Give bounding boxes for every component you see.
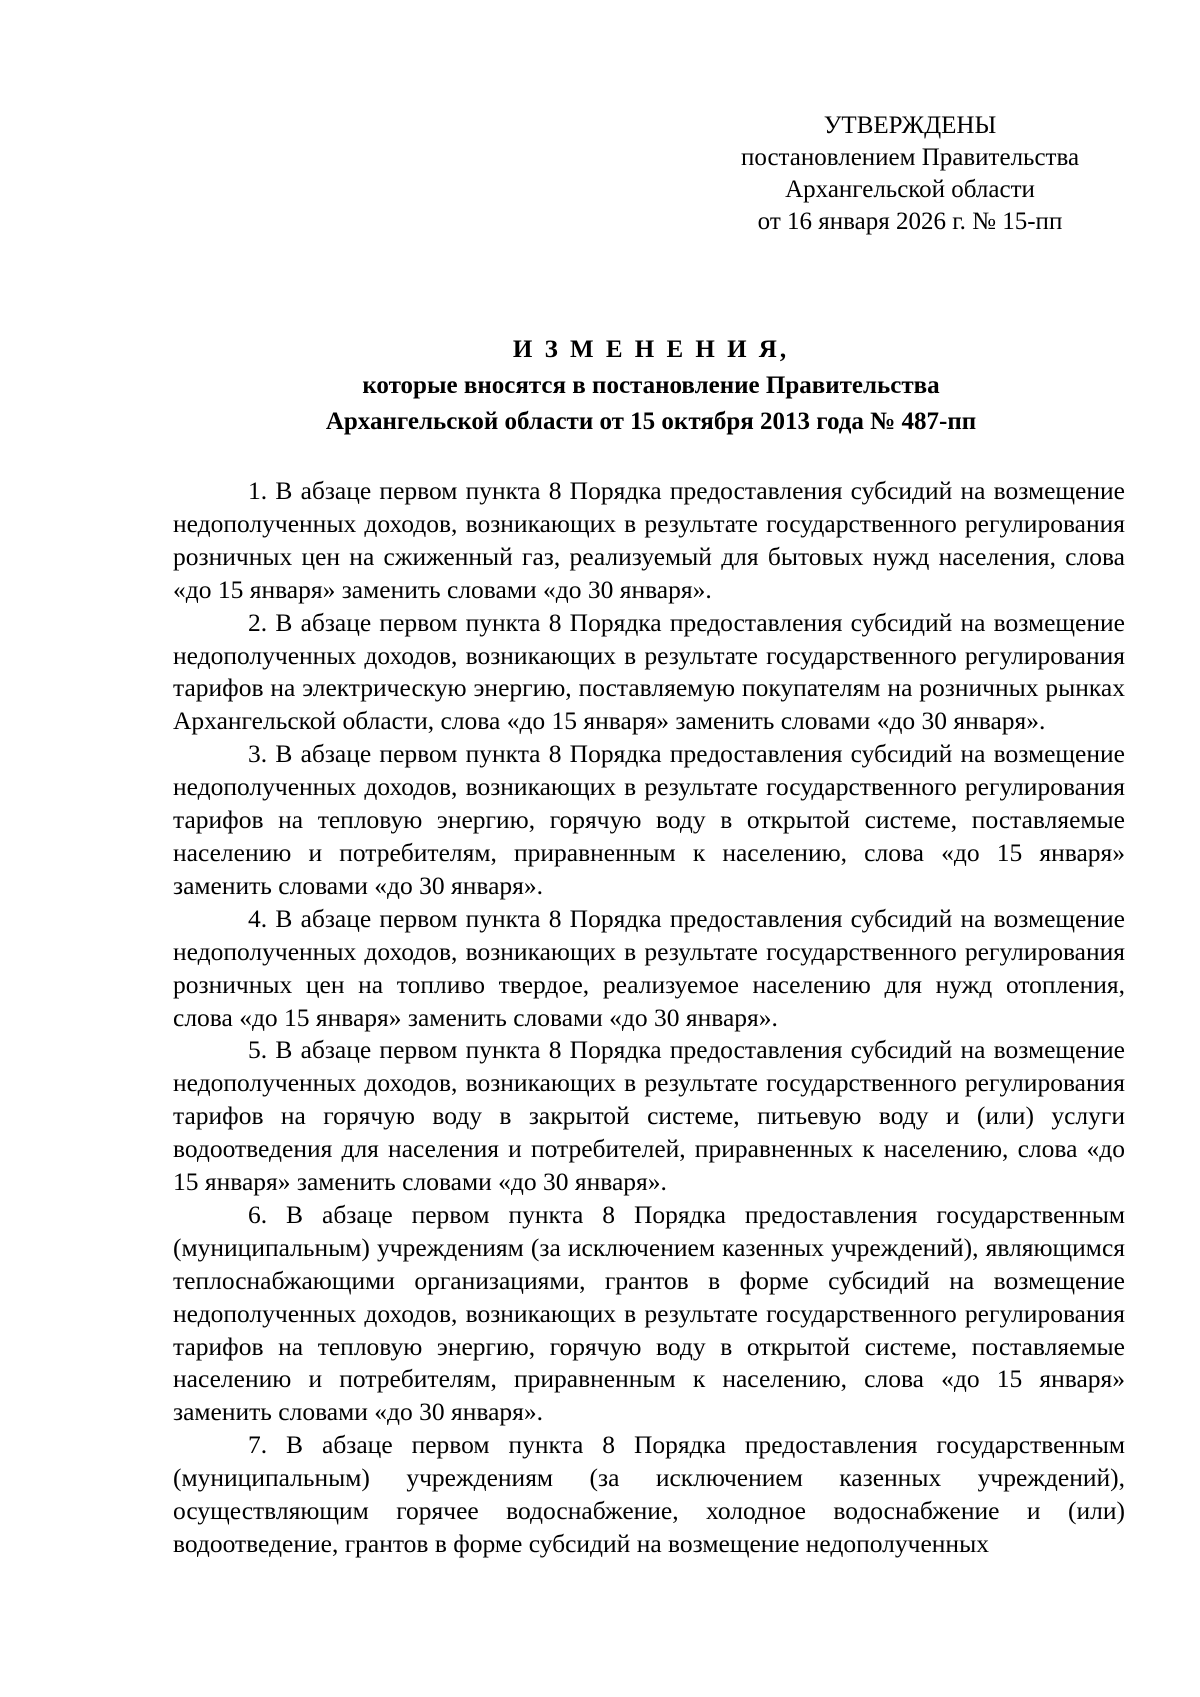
paragraph-2: 2. В абзаце первом пункта 8 Порядка предоставления субсидий на возмещение недополученных доходов, возникающих в результате государственного регулирования тарифов на электрическую энергию, поставляемую покупателям на розничных рынках Архангельской области, слова «до 15 января» заменить словами «до 30 января». <box>173 607 1125 736</box>
heading-title: И З М Е Н Е Н И Я, <box>512 336 790 363</box>
heading-line-2: Архангельской области от 15 октября 2013 года № 487-пп <box>325 408 977 435</box>
heading-line-1: которые вносятся в постановление Правительства <box>362 372 940 399</box>
approval-line-2: Архангельской области <box>785 176 1035 203</box>
paragraph-3: 3. В абзаце первом пункта 8 Порядка предоставления субсидий на возмещение недополученных доходов, возникающих в результате государственного регулирования тарифов на тепловую энергию, горячую воду в открытой системе, поставляемые населению и потребителям, приравненным к населению, слова «до 15 января» заменить словами «до 30 января». <box>173 739 1125 900</box>
approval-line-1: постановлением Правительства <box>740 144 1080 171</box>
approval-title: УТВЕРЖДЕНЫ <box>823 112 997 139</box>
document-heading <box>173 332 1129 440</box>
paragraph-4: 4. В абзаце первом пункта 8 Порядка предоставления субсидий на возмещение недополученных доходов, возникающих в результате государственного регулирования розничных цен на топливо твердое, реализуемое населению для нужд отопления, слова «до 15 января» заменить словами «до 30 января». <box>173 903 1125 1032</box>
paragraph-1: 1. В абзаце первом пункта 8 Порядка предоставления субсидий на возмещение недополученных доходов, возникающих в результате государственного регулирования розничных цен на сжиженный газ, реализуемый для бытовых нужд населения, слова «до 15 января» заменить словами «до 30 января». <box>173 476 1125 604</box>
document-body <box>173 475 1125 1561</box>
paragraph-7: 7. В абзаце первом пункта 8 Порядка предоставления государственным (муниципальным) учреждениям (за исключением казенных учреждений), осуществляющим горячее водоснабжение, холодное водоснабжение и (или) водоотведение, грантов в форме субсидий на возмещение недополученных <box>173 1430 1125 1558</box>
approval-block <box>700 110 1120 238</box>
approval-line-3: от 16 января 2026 г. № 15-пп <box>757 208 1063 235</box>
paragraph-5: 5. В абзаце первом пункта 8 Порядка предоставления субсидий на возмещение недополученных доходов, возникающих в результате государственного регулирования тарифов на горячую воду в закрытой системе, питьевую воду и (или) услуги водоотведения для населения и потребителей, приравненных к населению, слова «до 15 января» заменить словами «до 30 января». <box>173 1035 1125 1197</box>
paragraph-6: 6. В абзаце первом пункта 8 Порядка предоставления государственным (муниципальным) учреждениям (за исключением казенных учреждений), являющимся теплоснабжающими организациями, грантов в форме субсидий на возмещение недополученных доходов, возникающих в результате государственного регулирования тарифов на тепловую энергию, горячую воду в открытой системе, поставляемые населению и потребителям, приравненным к населению, слова «до 15 января» заменить словами «до 30 января». <box>173 1199 1125 1427</box>
